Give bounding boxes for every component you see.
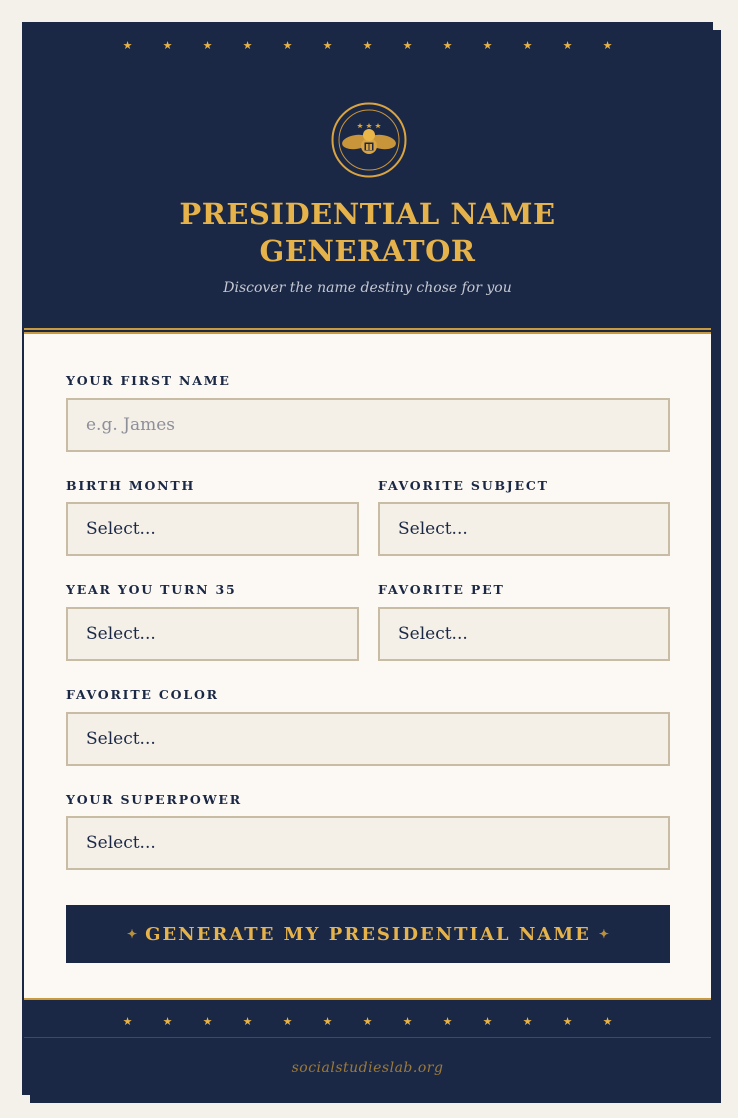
header-stars-row xyxy=(24,40,711,52)
star-icon: ★ xyxy=(322,39,333,52)
star-icon: ★ xyxy=(322,1015,333,1028)
superpower-select[interactable] xyxy=(66,816,670,870)
footer-divider xyxy=(24,1037,711,1038)
generate-button[interactable] xyxy=(66,905,670,963)
page-title xyxy=(24,196,711,270)
star-icon: ★ xyxy=(522,1015,533,1028)
star-icon: ★ xyxy=(562,39,573,52)
favorite-pet-label: FAVORITE PET xyxy=(378,582,505,597)
first-name-label: YOUR FIRST NAME xyxy=(66,373,231,388)
star-icon: ★ xyxy=(282,1015,293,1028)
header xyxy=(24,24,711,328)
birth-month-label: BIRTH MONTH xyxy=(66,478,196,493)
subtitle: Discover the name destiny chose for you xyxy=(223,280,512,296)
star-icon: ★ xyxy=(282,39,293,52)
footer-stars-row xyxy=(24,1016,711,1028)
favorite-pet-value: Select... xyxy=(398,624,468,644)
generator-card xyxy=(22,22,713,1095)
star-icon: ★ xyxy=(162,39,173,52)
first-name-input[interactable] xyxy=(66,398,670,452)
footer xyxy=(24,1000,711,1093)
superpower-value: Select... xyxy=(86,833,156,853)
title-line-2: GENERATOR xyxy=(259,234,476,268)
favorite-color-value: Select... xyxy=(86,729,156,749)
star-icon: ★ xyxy=(602,1015,613,1028)
diamond-left-icon: ✦ xyxy=(127,927,138,941)
diamond-right-icon: ✦ xyxy=(598,927,609,941)
birth-month-select[interactable] xyxy=(66,502,359,556)
star-icon: ★ xyxy=(122,1015,133,1028)
star-icon: ★ xyxy=(362,39,373,52)
star-icon: ★ xyxy=(202,1015,213,1028)
favorite-color-label: FAVORITE COLOR xyxy=(66,687,219,702)
superpower-label: YOUR SUPERPOWER xyxy=(66,792,242,807)
star-icon: ★ xyxy=(402,39,413,52)
year-turn-35-select[interactable] xyxy=(66,607,359,661)
year-turn-35-value: Select... xyxy=(86,624,156,644)
favorite-color-select[interactable] xyxy=(66,712,670,766)
star-icon: ★ xyxy=(402,1015,413,1028)
favorite-subject-label: FAVORITE SUBJECT xyxy=(378,478,549,493)
star-icon: ★ xyxy=(522,39,533,52)
star-icon: ★ xyxy=(482,1015,493,1028)
birth-month-value: Select... xyxy=(86,519,156,539)
star-icon: ★ xyxy=(602,39,613,52)
star-icon: ★ xyxy=(242,1015,253,1028)
favorite-pet-select[interactable] xyxy=(378,607,670,661)
star-icon: ★ xyxy=(162,1015,173,1028)
star-icon: ★ xyxy=(442,1015,453,1028)
first-name-placeholder: e.g. James xyxy=(86,415,176,435)
footer-site-link[interactable]: socialstudieslab.org xyxy=(291,1060,444,1076)
star-icon: ★ xyxy=(202,39,213,52)
presidential-seal-icon xyxy=(331,102,407,178)
star-icon: ★ xyxy=(562,1015,573,1028)
generate-button-label: GENERATE MY PRESIDENTIAL NAME xyxy=(145,923,591,945)
star-icon: ★ xyxy=(482,39,493,52)
star-icon: ★ xyxy=(242,39,253,52)
favorite-subject-select[interactable] xyxy=(378,502,670,556)
title-line-1: PRESIDENTIAL NAME xyxy=(179,197,556,231)
star-icon: ★ xyxy=(122,39,133,52)
year-turn-35-label: YEAR YOU TURN 35 xyxy=(66,582,237,597)
star-icon: ★ xyxy=(442,39,453,52)
favorite-subject-value: Select... xyxy=(398,519,468,539)
star-icon: ★ xyxy=(362,1015,373,1028)
generator-form xyxy=(24,334,711,1000)
